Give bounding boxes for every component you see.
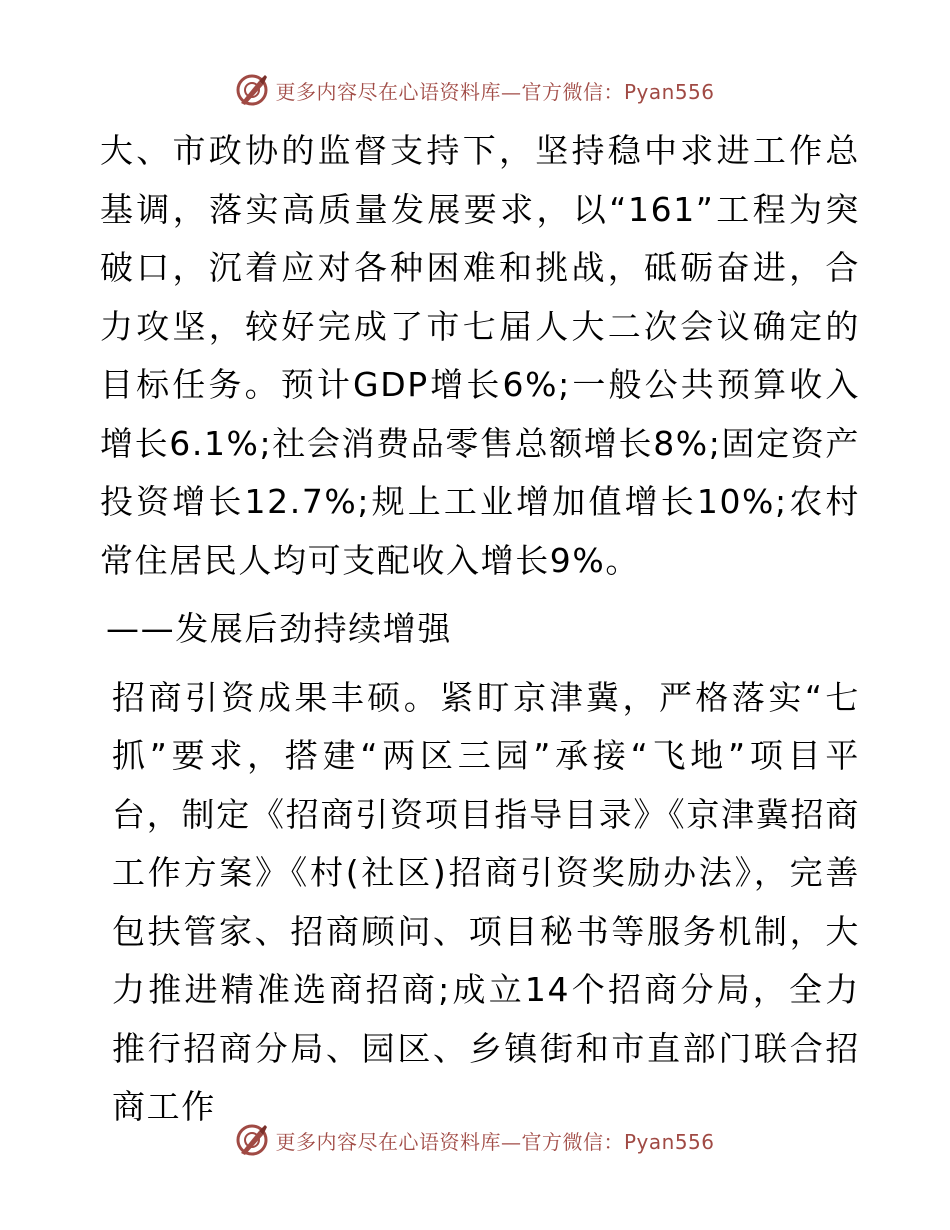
pen-logo-icon — [235, 1123, 269, 1157]
watermark-text: 更多内容尽在心语资料库—官方微信：Pyan556 — [275, 79, 715, 104]
watermark-text: 更多内容尽在心语资料库—官方微信：Pyan556 — [275, 1129, 715, 1154]
document-body — [100, 122, 860, 1137]
section-heading: ——发展后劲持续增强 — [106, 609, 452, 648]
pen-logo-icon — [235, 73, 269, 107]
paragraph: 招商引资成果丰硕。紧盯京津冀，严格落实“七抓”要求，搭建“两区三园”承接“飞地”项目平台，制定《招商引资项目指导目录》《京津冀招商工作方案》《村(社区)招商引资奖励办法》，完善包扶管家、招商顾问、项目秘书等服务机制，大力推进精准选商招商;成立14个招商分局，全力推行招商分局、园区、乡镇街和市直部门联合招商工作 — [112, 677, 860, 1126]
footer-watermark — [0, 1120, 950, 1160]
wechat-id: Pyan556 — [623, 79, 715, 104]
header-watermark — [0, 70, 950, 110]
paragraph: 大、市政协的监督支持下，坚持稳中求进工作总基调，落实高质量发展要求，以“161”工程为突破口，沉着应对各种困难和挑战，砥砺奋进，合力攻坚，较好完成了市七届人大二次会议确定的目标任务。预计GDP增长6%;一般公共预算收入增长6.1%;社会消费品零售总额增长8%;固定资产投资增长12.7%;规上工业增加值增长10%;农村常住居民人均可支配收入增长9%。 — [100, 131, 860, 580]
wechat-id: Pyan556 — [623, 1129, 715, 1154]
